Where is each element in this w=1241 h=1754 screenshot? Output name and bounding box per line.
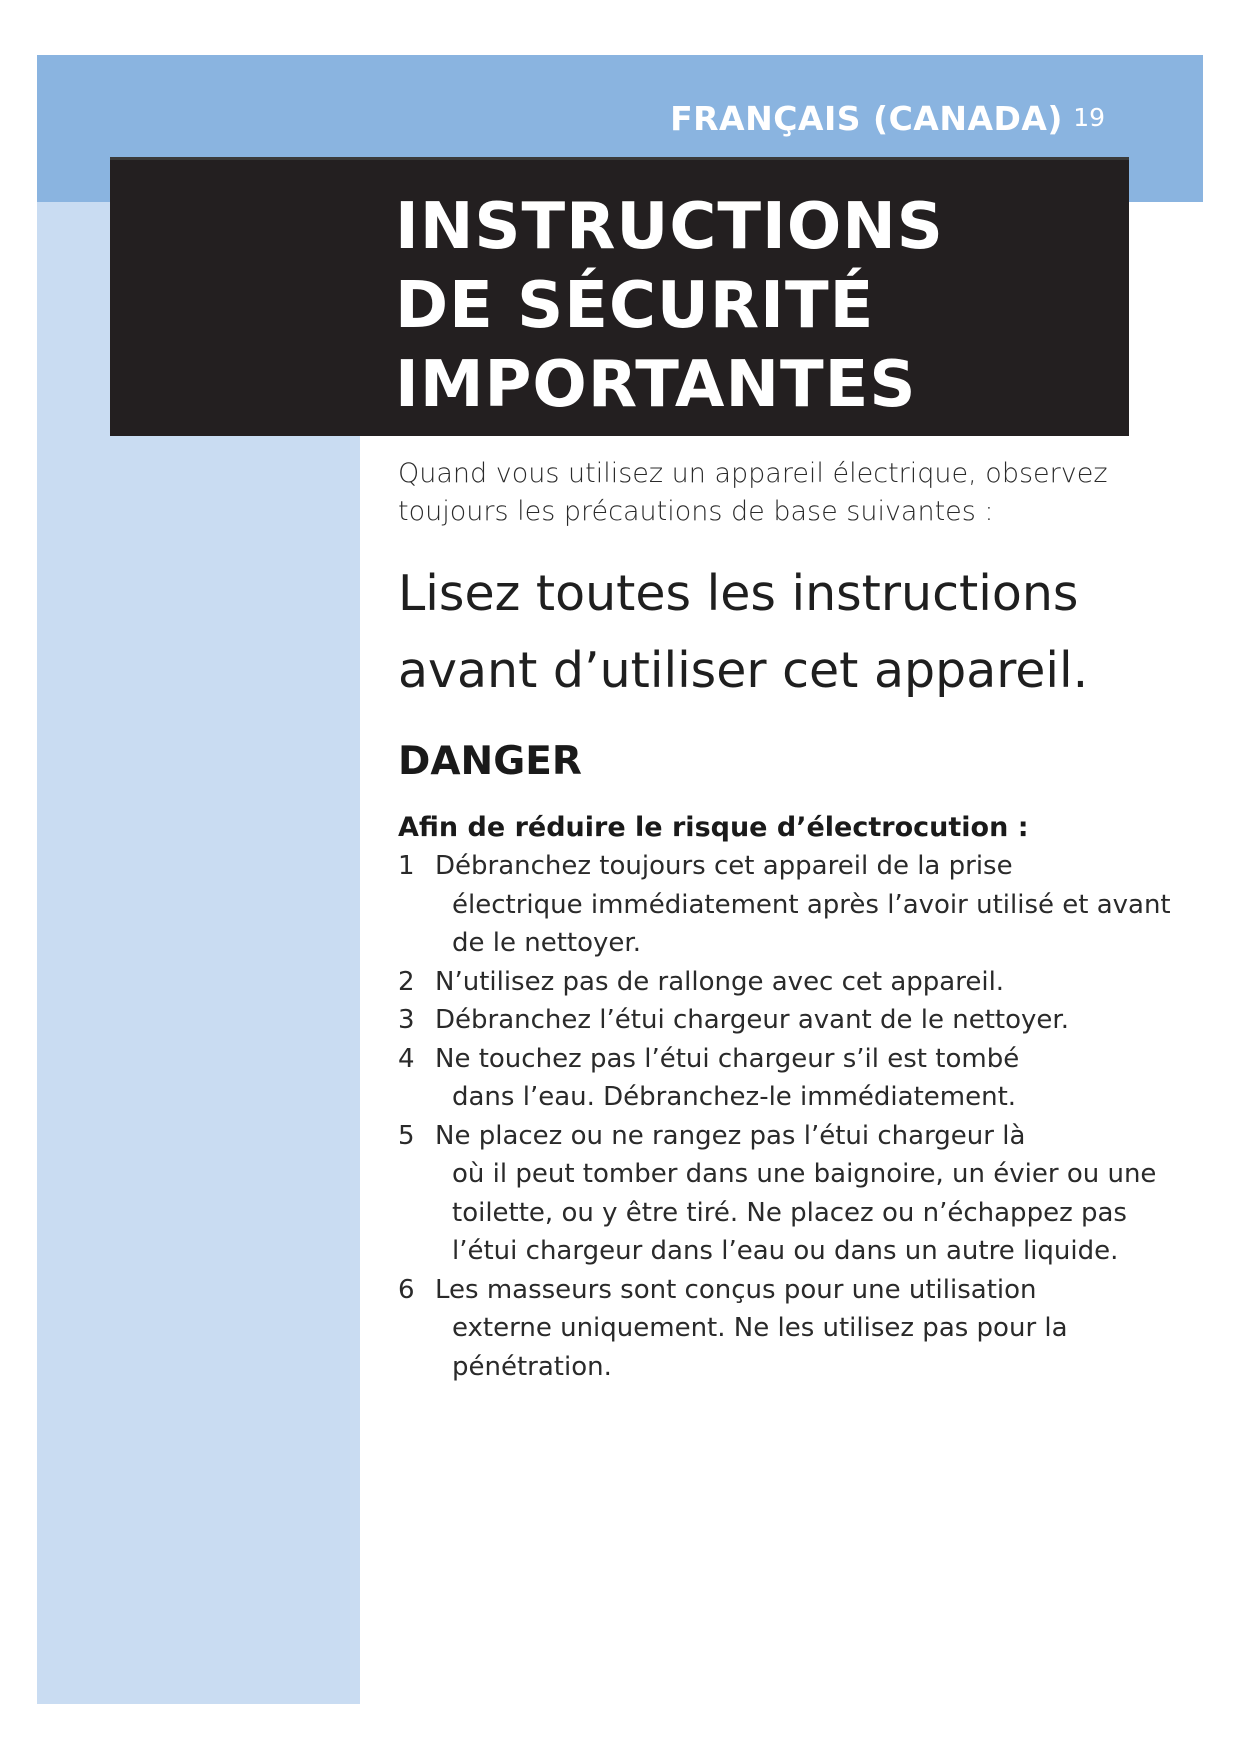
- page-number: 19: [1073, 103, 1105, 132]
- title-line: IMPORTANTES: [395, 348, 917, 422]
- step-text-rest: externe uniquement. Ne les utilisez pas pour la pénétration.: [452, 1313, 1068, 1382]
- step-text-first: Débranchez l’étui chargeur avant de le nettoyer.: [435, 1005, 1069, 1035]
- danger-subheading: Afin de réduire le risque d’électrocution :: [398, 812, 1029, 843]
- list-item: [398, 1117, 1178, 1271]
- list-item: [398, 1271, 1178, 1387]
- language-label: FRANÇAIS (CANADA): [670, 99, 1063, 138]
- step-number: 3: [398, 1005, 415, 1035]
- title-line: INSTRUCTIONS: [395, 190, 944, 264]
- step-text-first: Débranchez toujours cet appareil de la prise: [435, 851, 1013, 881]
- list-item: [398, 963, 1178, 1002]
- list-item: [398, 1040, 1178, 1117]
- content-column: [398, 455, 1178, 1386]
- page: [37, 55, 1203, 1704]
- title-line: DE SÉCURITÉ: [395, 269, 875, 343]
- step-text-first: N’utilisez pas de rallonge avec cet appareil.: [435, 966, 1005, 997]
- step-text-first: Ne placez ou ne rangez pas l’étui chargeur là: [435, 1120, 1026, 1151]
- step-number: 5: [398, 1120, 415, 1151]
- step-text-rest: où il peut tomber dans une baignoire, un évier ou une toilette, ou y être tiré. Ne placez ou n’échappez pas l’étui chargeur dans l’eau ou dans un autre liquide.: [452, 1159, 1157, 1266]
- step-text-first: Les masseurs sont conçus pour une utilisation: [435, 1274, 1037, 1305]
- list-item: [398, 1001, 1178, 1040]
- step-text-first: Ne touchez pas l’étui chargeur s’il est tombé: [435, 1043, 1020, 1074]
- step-text-rest: électrique immédiatement après l’avoir utilisé et avant de le nettoyer.: [452, 889, 1171, 958]
- page-title: [395, 188, 944, 425]
- read-all-warning: Lisez toutes les instructions avant d’utiliser cet appareil.: [398, 565, 1089, 699]
- danger-steps-list: [398, 847, 1178, 1386]
- step-number: 2: [398, 966, 415, 997]
- step-text-rest: dans l’eau. Débranchez-le immédiatement.: [452, 1082, 1017, 1112]
- intro-text: Quand vous utilisez un appareil électrique, observez toujours les précautions de base suivantes :: [398, 458, 1108, 527]
- step-number: 6: [398, 1274, 415, 1305]
- list-item: [398, 847, 1178, 963]
- step-number: 1: [398, 851, 415, 881]
- title-box: [110, 157, 1129, 436]
- danger-heading: DANGER: [398, 739, 582, 784]
- step-number: 4: [398, 1043, 415, 1074]
